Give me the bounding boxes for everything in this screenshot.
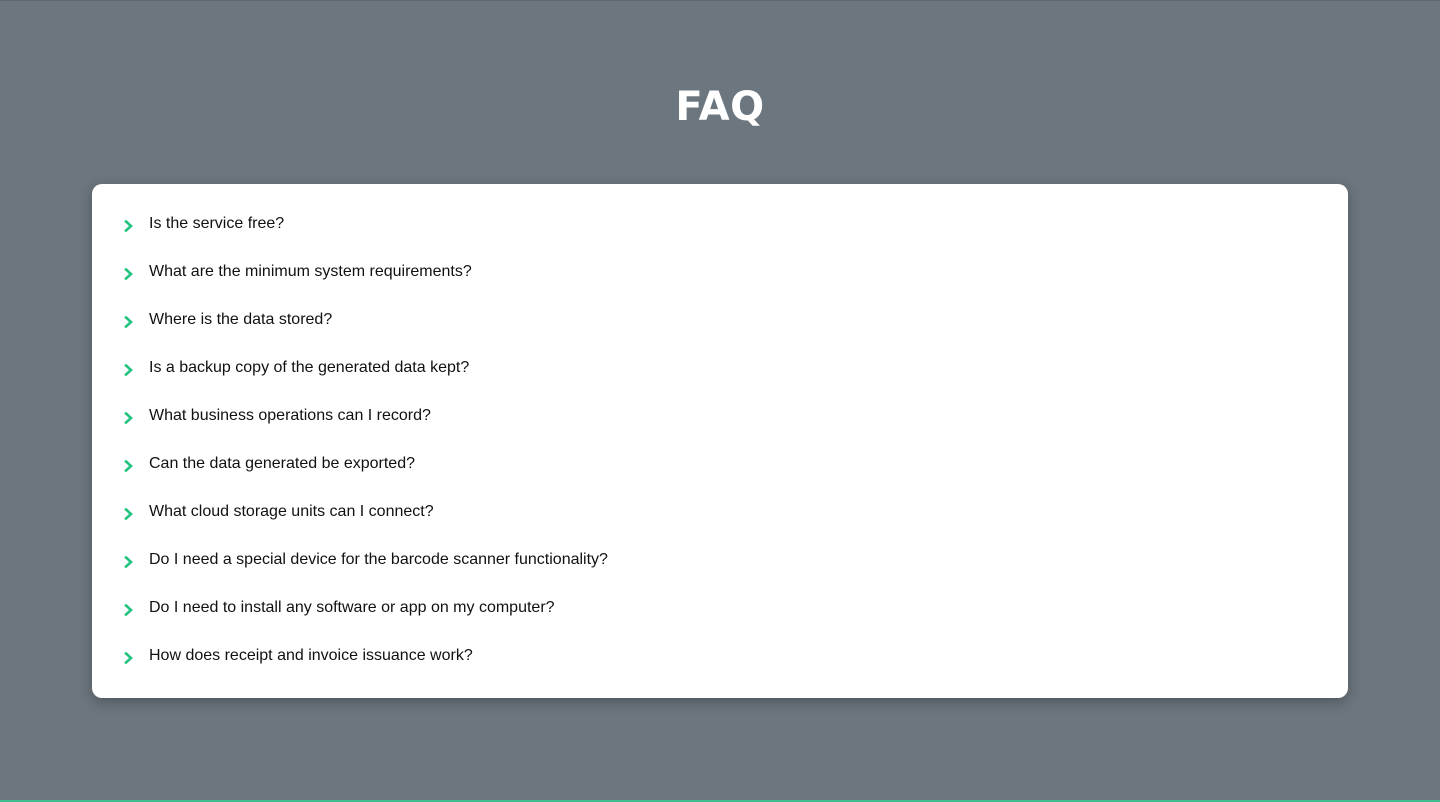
faq-list [92,200,1348,680]
faq-item[interactable] [92,392,1348,440]
faq-question: Do I need a special device for the barcode scanner functionality? [149,551,608,568]
faq-item[interactable] [92,440,1348,488]
chevron-right-icon [122,411,136,425]
faq-item[interactable] [92,248,1348,296]
chevron-right-icon [122,315,136,329]
faq-question: Where is the data stored? [149,311,333,328]
chevron-right-icon [122,363,136,377]
faq-card [92,184,1348,698]
page-title: FAQ [675,84,765,130]
chevron-right-icon [122,267,136,281]
faq-question: What are the minimum system requirements? [149,263,472,280]
faq-item[interactable] [92,488,1348,536]
faq-question: How does receipt and invoice issuance work? [149,647,473,664]
faq-question: Can the data generated be exported? [149,455,415,472]
faq-question: Is the service free? [149,215,285,232]
chevron-right-icon [122,507,136,521]
chevron-right-icon [122,555,136,569]
faq-item[interactable] [92,200,1348,248]
faq-question: Do I need to install any software or app on my computer? [149,599,555,616]
faq-item[interactable] [92,536,1348,584]
faq-question: What business operations can I record? [149,407,431,424]
chevron-right-icon [122,603,136,617]
faq-item[interactable] [92,296,1348,344]
faq-question: Is a backup copy of the generated data kept? [149,359,470,376]
chevron-right-icon [122,651,136,665]
faq-item[interactable] [92,632,1348,680]
chevron-right-icon [122,459,136,473]
faq-item[interactable] [92,584,1348,632]
chevron-right-icon [122,219,136,233]
faq-question: What cloud storage units can I connect? [149,503,434,520]
faq-item[interactable] [92,344,1348,392]
